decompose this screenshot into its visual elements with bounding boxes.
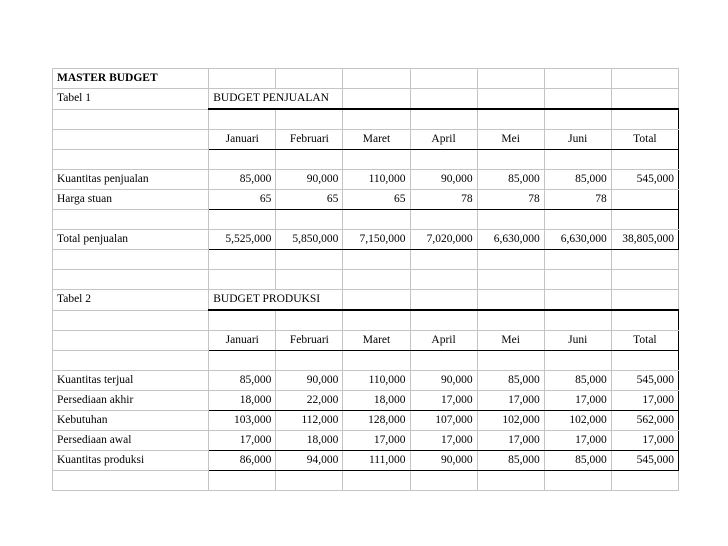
row-label[interactable]: Kebutuhan <box>53 411 209 431</box>
master-budget-title[interactable]: MASTER BUDGET <box>53 69 209 89</box>
table2-label[interactable]: Tabel 2 <box>53 290 209 311</box>
row-label[interactable]: Persediaan akhir <box>53 391 209 411</box>
table-row: Total penjualan 5,525,000 5,850,000 7,150,000 7,020,000 6,630,000 6,630,000 38,805,000 <box>53 230 679 250</box>
table-row: Kuantitas penjualan 85,000 90,000 110,000 90,000 85,000 85,000 545,000 <box>53 170 679 190</box>
table1-spacer-row <box>53 150 679 170</box>
table1-label-row <box>53 89 679 110</box>
row-label[interactable]: Harga stuan <box>53 190 209 210</box>
t1-month-februari[interactable]: Februari <box>276 130 343 150</box>
table1-blank-row <box>53 109 679 130</box>
t1-month-total[interactable]: Total <box>611 130 678 150</box>
row-label[interactable]: Kuantitas terjual <box>53 371 209 391</box>
budget-sheet <box>52 68 679 491</box>
table-row: Harga stuan 65 65 65 78 78 78 <box>53 190 679 210</box>
t2-month-januari[interactable]: Januari <box>209 331 276 351</box>
spreadsheet <box>52 68 679 491</box>
t2-month-total[interactable]: Total <box>611 331 678 351</box>
t1-month-mei[interactable]: Mei <box>477 130 544 150</box>
t2-month-maret[interactable]: Maret <box>343 331 410 351</box>
table-row: Kuantitas produksi 86,000 94,000 111,000 90,000 85,000 85,000 545,000 <box>53 451 679 471</box>
table1-spacer-row-2 <box>53 210 679 230</box>
table2-header-row <box>53 331 679 351</box>
t2-month-februari[interactable]: Februari <box>276 331 343 351</box>
table1-header-row <box>53 130 679 150</box>
row-label[interactable]: Total penjualan <box>53 230 209 250</box>
t1-month-maret[interactable]: Maret <box>343 130 410 150</box>
t2-month-juni[interactable]: Juni <box>544 331 611 351</box>
table-row: Persediaan awal 17,000 18,000 17,000 17,000 17,000 17,000 17,000 <box>53 431 679 451</box>
t1-month-april[interactable]: April <box>410 130 477 150</box>
row-label[interactable]: Persediaan awal <box>53 431 209 451</box>
table-row: Kebutuhan 103,000 112,000 128,000 107,000 102,000 102,000 562,000 <box>53 411 679 431</box>
t2-month-mei[interactable]: Mei <box>477 331 544 351</box>
table2-blank-row <box>53 310 679 331</box>
table-row: Persediaan akhir 18,000 22,000 18,000 17,000 17,000 17,000 17,000 <box>53 391 679 411</box>
row-label[interactable]: Kuantitas penjualan <box>53 170 209 190</box>
table2-spacer-row <box>53 351 679 371</box>
t1-month-januari[interactable]: Januari <box>209 130 276 150</box>
table1-name[interactable]: BUDGET PENJUALAN <box>209 89 343 110</box>
title-row <box>53 69 679 89</box>
table-row: Kuantitas terjual 85,000 90,000 110,000 90,000 85,000 85,000 545,000 <box>53 371 679 391</box>
t1-month-juni[interactable]: Juni <box>544 130 611 150</box>
table1-label[interactable]: Tabel 1 <box>53 89 209 110</box>
t2-month-april[interactable]: April <box>410 331 477 351</box>
table2-label-row <box>53 290 679 311</box>
row-label[interactable]: Kuantitas produksi <box>53 451 209 471</box>
table2-name[interactable]: BUDGET PRODUKSI <box>209 290 343 311</box>
